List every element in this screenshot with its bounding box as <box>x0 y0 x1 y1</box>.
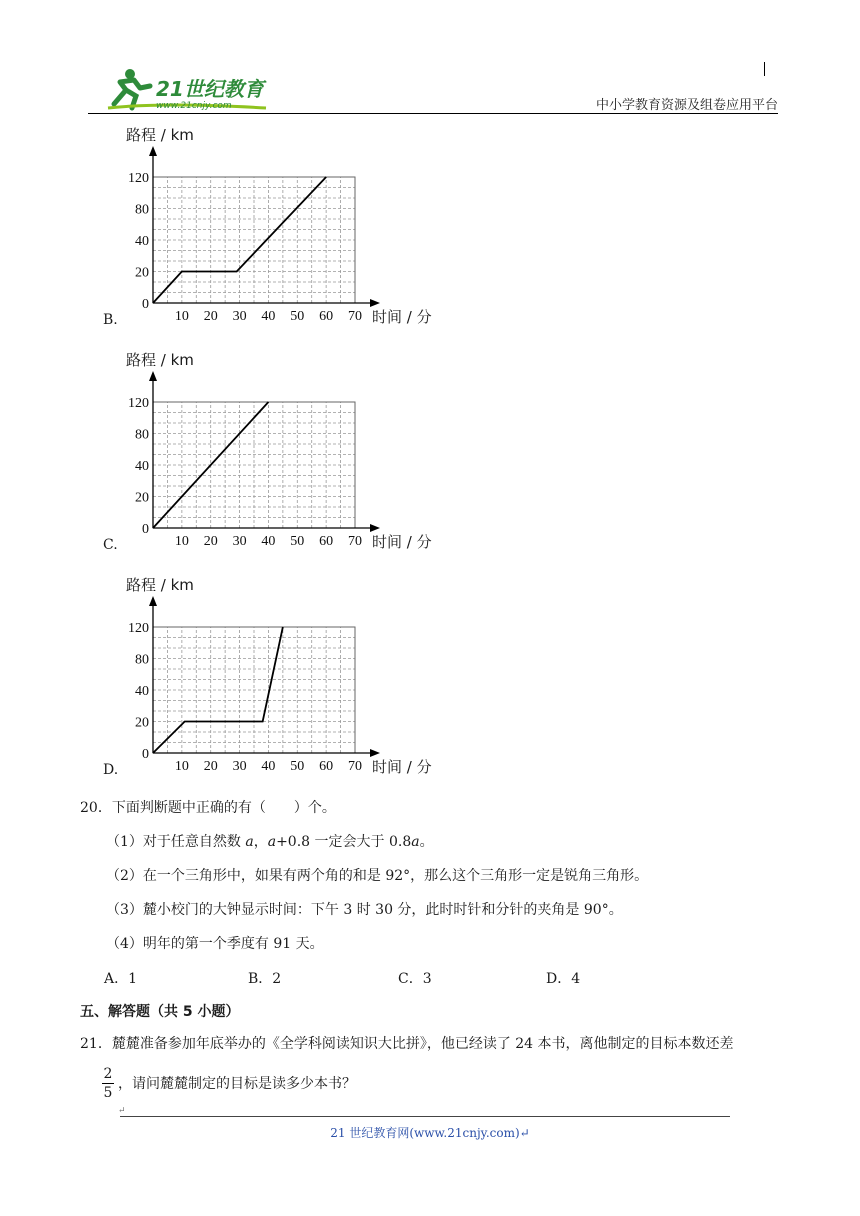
chart-option-d <box>100 570 460 790</box>
x-tick-label: 30 <box>232 534 247 549</box>
y-axis-arrow <box>149 596 157 606</box>
section-title: 五、解答题（共 5 小题） <box>80 1004 240 1020</box>
y-tick-label: 40 <box>135 459 149 474</box>
x-tick-label: 70 <box>348 309 362 324</box>
x-tick-label: 60 <box>319 534 334 549</box>
chart-b-xlabel: 时间 / 分 <box>372 308 432 326</box>
y-axis-arrow <box>149 371 157 381</box>
q21-fraction <box>102 1066 114 1101</box>
y-tick-label: 20 <box>135 265 149 281</box>
y-tick-label: 80 <box>135 202 149 218</box>
q20-item-3: （3）麓小校门的大钟显示时间：下午 3 时 30 分，此时时针和分针的夹角是 90°。 <box>106 902 623 918</box>
choice-a: A．1 <box>104 971 138 987</box>
y-tick-label: 40 <box>135 684 149 699</box>
q20-item-1: （1）对于任意自然数 a，a+0.8 一定会大于 0.8a。 <box>106 834 434 850</box>
header-rule <box>88 113 778 114</box>
q20-item-4: （4）明年的第一个季度有 91 天。 <box>106 936 324 952</box>
chart-c-ylabel: 路程 / km <box>126 351 194 369</box>
x-tick-label: 50 <box>290 759 305 774</box>
x-tick-label: 40 <box>261 309 276 324</box>
x-tick-label: 50 <box>290 534 305 549</box>
fraction-bar <box>102 1083 114 1084</box>
logo <box>106 66 276 112</box>
y-tick-label: 120 <box>128 396 149 411</box>
x-tick-label: 20 <box>203 759 218 774</box>
x-tick-label: 30 <box>232 759 247 774</box>
footer-text: 21 世纪教育网(www.21cnjy.com)↵ <box>330 1126 530 1140</box>
q20-stem: 20．下面判断题中正确的有（ ）个。 <box>80 800 336 816</box>
q20-item-2: （2）在一个三角形中，如果有两个角的和是 92°，那么这个三角形一定是锐角三角形。 <box>106 868 649 884</box>
footer-rule <box>120 1116 730 1117</box>
x-tick-label: 40 <box>261 759 276 774</box>
choice-d: D．4 <box>546 971 581 987</box>
x-tick-label: 10 <box>174 309 189 324</box>
y-tick-label: 80 <box>135 427 149 443</box>
choice-c: C．3 <box>398 971 432 987</box>
chart-option-c <box>100 345 460 565</box>
y-tick-label: 0 <box>142 522 149 537</box>
y-tick-label: 40 <box>135 234 149 249</box>
platform-name: 中小学教育资源及组卷应用平台 <box>595 98 778 113</box>
q21-line-1: 21．麓麓准备参加年底举办的《全学科阅读知识大比拼》，他已经读了 24 本书，离他制定的目标本数还差 <box>80 1036 734 1052</box>
y-tick-label: 0 <box>142 297 149 312</box>
footer-left-mark: ↵ <box>118 1106 126 1116</box>
q21-line-2: ，请问麓麓制定的目标是读多少本书？ <box>118 1076 356 1092</box>
cursor-mark <box>764 62 765 76</box>
y-axis-arrow <box>149 146 157 156</box>
x-tick-label: 70 <box>348 534 362 549</box>
option-d-label: D. <box>103 762 119 778</box>
logo-title: 21世纪教育 <box>156 77 264 101</box>
option-c-label: C. <box>103 537 118 553</box>
chart-d-ylabel: 路程 / km <box>126 576 194 594</box>
y-tick-label: 120 <box>128 621 149 636</box>
chart-b-ylabel: 路程 / km <box>126 126 194 144</box>
x-tick-label: 10 <box>174 759 189 774</box>
x-tick-label: 40 <box>261 534 276 549</box>
x-tick-label: 60 <box>319 759 334 774</box>
y-tick-label: 0 <box>142 747 149 762</box>
option-b-label: B. <box>103 312 118 328</box>
x-tick-label: 20 <box>203 309 218 324</box>
logo-url: www.21cnjy.com <box>156 101 232 111</box>
choice-b: B．2 <box>248 971 282 987</box>
chart-option-b <box>100 120 460 340</box>
chart-d-xlabel: 时间 / 分 <box>372 758 432 776</box>
y-tick-label: 20 <box>135 490 149 506</box>
x-tick-label: 30 <box>232 309 247 324</box>
fraction-denominator: 5 <box>103 1085 113 1101</box>
fraction-numerator: 2 <box>103 1066 113 1082</box>
x-tick-label: 60 <box>319 309 334 324</box>
y-tick-label: 120 <box>128 171 149 186</box>
x-tick-label: 10 <box>174 534 189 549</box>
x-tick-label: 20 <box>203 534 218 549</box>
x-tick-label: 50 <box>290 309 305 324</box>
x-tick-label: 70 <box>348 759 362 774</box>
y-tick-label: 20 <box>135 715 149 731</box>
y-tick-label: 80 <box>135 652 149 668</box>
chart-c-xlabel: 时间 / 分 <box>372 533 432 551</box>
